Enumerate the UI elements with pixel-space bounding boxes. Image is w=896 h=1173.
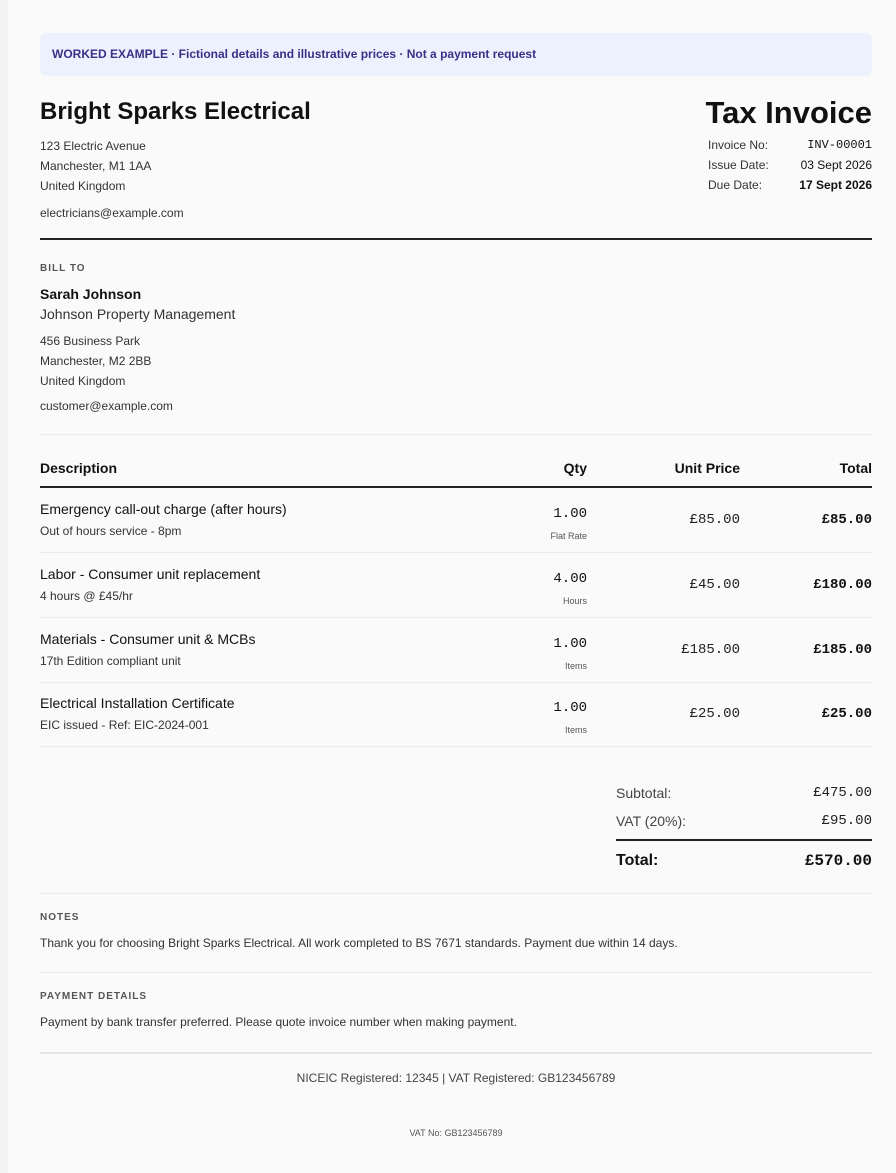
invoice-number: INV-00001: [807, 138, 872, 152]
bill-to-address-line: United Kingdom: [40, 374, 126, 388]
bill-to-address: [40, 331, 151, 391]
company-address-line: Manchester, M1 1AA: [40, 159, 152, 173]
item-total: £180.00: [813, 577, 872, 593]
item-qty: 1.00: [553, 506, 587, 522]
bill-to-email: customer@example.com: [40, 399, 173, 413]
bill-to-divider: [40, 434, 872, 435]
item-subtitle: EIC issued - Ref: EIC-2024-001: [40, 718, 209, 732]
total-label: Total:: [616, 852, 659, 869]
item-qty: 1.00: [553, 700, 587, 716]
item-title: Materials - Consumer unit & MCBs: [40, 631, 256, 647]
vat-number: VAT No: GB123456789: [409, 1128, 503, 1138]
payment-details-text: Payment by bank transfer preferred. Please quote invoice number when making payment.: [40, 1015, 517, 1029]
totals-divider: [616, 839, 872, 841]
column-header-description: Description: [40, 460, 118, 476]
column-header-unit-price: Unit Price: [674, 460, 740, 476]
item-total: £85.00: [821, 512, 872, 528]
issue-date-row: [708, 156, 872, 176]
company-email: electricians@example.com: [40, 206, 184, 220]
item-subtitle: 4 hours @ £45/hr: [40, 589, 133, 603]
due-date-label: Due Date:: [708, 178, 763, 192]
company-address-line: 123 Electric Avenue: [40, 139, 146, 153]
totals-section-divider: [40, 893, 872, 894]
item-total: £25.00: [821, 706, 872, 722]
item-subtitle: Out of hours service - 8pm: [40, 524, 182, 538]
invoice-page: [8, 0, 896, 1173]
item-unit: Hours: [562, 596, 587, 606]
header-divider: [40, 238, 872, 240]
row-divider: [40, 746, 872, 747]
item-unit: Items: [564, 661, 587, 671]
item-unit-price: £25.00: [689, 706, 740, 722]
item-unit-price: £45.00: [689, 577, 740, 593]
due-date: 17 Sept 2026: [799, 178, 872, 192]
company-address: [40, 136, 151, 196]
company-address-line: United Kingdom: [40, 179, 126, 193]
item-subtitle: 17th Edition compliant unit: [40, 654, 181, 668]
column-header-qty: Qty: [563, 460, 587, 476]
item-unit-price: £185.00: [681, 642, 740, 658]
invoice-meta: [708, 136, 872, 196]
item-title: Electrical Installation Certificate: [40, 695, 235, 711]
bill-to-label: BILL TO: [40, 263, 86, 274]
company-name: Bright Sparks Electrical: [40, 98, 311, 125]
item-unit-price: £85.00: [689, 512, 740, 528]
due-date-row: [708, 176, 872, 196]
worked-example-banner: WORKED EXAMPLE · Fictional details and illustrative prices · Not a payment request: [40, 33, 872, 76]
bill-to-address-line: 456 Business Park: [40, 334, 141, 348]
bill-to-address-line: Manchester, M2 2BB: [40, 354, 152, 368]
table-row: [40, 618, 872, 682]
invoice-number-label: Invoice No:: [708, 138, 769, 152]
table-row: [40, 682, 872, 746]
item-title: Labor - Consumer unit replacement: [40, 566, 261, 582]
column-header-total: Total: [839, 460, 872, 476]
item-unit: Items: [564, 725, 587, 735]
vat-value: £95.00: [821, 813, 872, 829]
issue-date-label: Issue Date:: [708, 158, 769, 172]
bill-to-name: Sarah Johnson: [40, 286, 142, 302]
item-unit: Flat Rate: [550, 531, 587, 541]
notes-divider: [40, 972, 872, 973]
footer-divider: [40, 1052, 872, 1054]
vat-label: VAT (20%):: [616, 813, 687, 829]
subtotal-label: Subtotal:: [616, 785, 672, 801]
payment-details-label: PAYMENT DETAILS: [40, 991, 148, 1002]
invoice-number-row: [708, 136, 872, 156]
invoice-title: Tax Invoice: [705, 95, 872, 130]
item-total: £185.00: [813, 642, 872, 658]
table-row: [40, 553, 872, 617]
item-qty: 1.00: [553, 636, 587, 652]
subtotal-value: £475.00: [813, 785, 872, 801]
notes-text: Thank you for choosing Bright Sparks Electrical. All work completed to BS 7671 standards. Payment due within 14 days.: [40, 936, 678, 950]
registration-info: NICEIC Registered: 12345 | VAT Registered: GB123456789: [296, 1071, 616, 1085]
issue-date: 03 Sept 2026: [800, 158, 872, 172]
notes-label: NOTES: [40, 912, 80, 923]
item-title: Emergency call-out charge (after hours): [40, 501, 287, 517]
table-row: [40, 488, 872, 552]
bill-to-company: Johnson Property Management: [40, 306, 236, 322]
total-value: £570.00: [804, 852, 872, 870]
item-qty: 4.00: [553, 571, 587, 587]
